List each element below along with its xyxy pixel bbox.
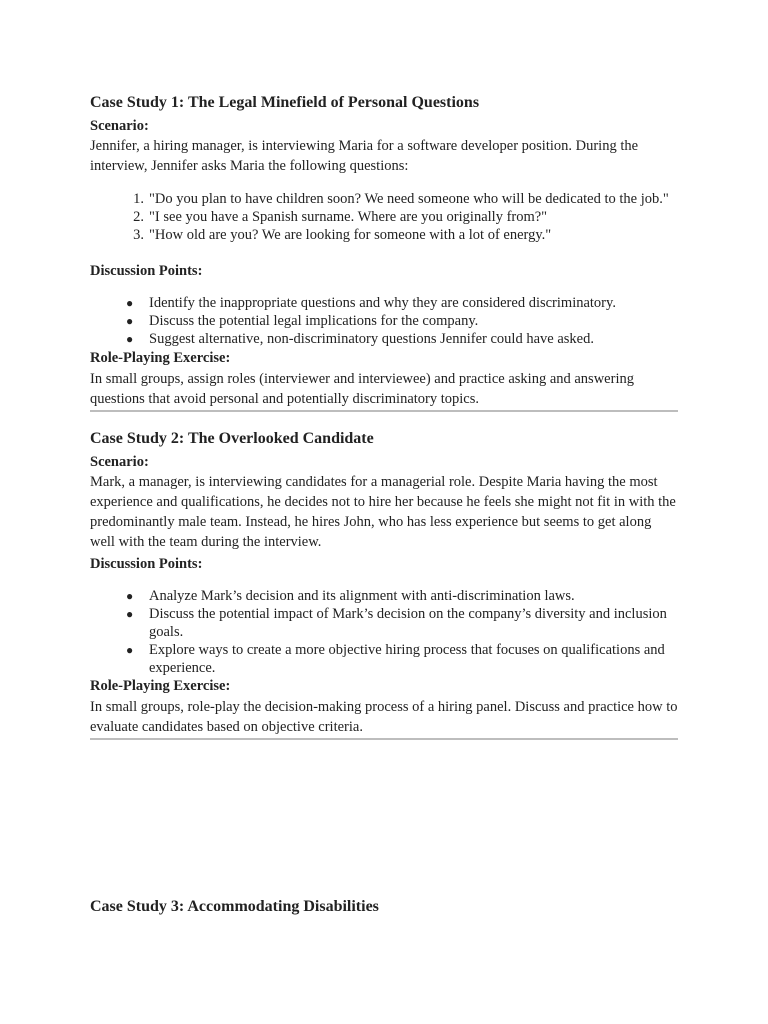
bullet-icon: ● bbox=[126, 314, 134, 328]
bullet-icon: ● bbox=[126, 607, 134, 621]
section-divider bbox=[90, 738, 678, 740]
list-number: 3. bbox=[133, 227, 144, 243]
case2-discussion-label: Discussion Points: bbox=[90, 556, 203, 572]
list-item bbox=[90, 587, 678, 605]
bullet-icon: ● bbox=[126, 332, 134, 346]
case1-scenario-label: Scenario: bbox=[90, 118, 149, 134]
case1-discussion-label: Discussion Points: bbox=[90, 263, 203, 279]
list-item-text: Analyze Mark’s decision and its alignment with anti-discrimination laws. bbox=[149, 588, 575, 604]
case1-roleplay-text: In small groups, assign roles (interviewer and interviewee) and practice asking and answering questions that avoid personal and potentially discriminatory topics. bbox=[90, 371, 634, 407]
list-item bbox=[90, 312, 678, 330]
case2-roleplay-label: Role-Playing Exercise: bbox=[90, 678, 231, 694]
list-item bbox=[90, 330, 678, 348]
case1-scenario-text: Jennifer, a hiring manager, is interviewing Maria for a software developer position. During the interview, Jennifer asks Maria the following questions: bbox=[90, 138, 639, 174]
list-item bbox=[90, 641, 678, 677]
case2-scenario-label: Scenario: bbox=[90, 454, 149, 470]
list-item-text: "How old are you? We are looking for someone with a lot of energy." bbox=[149, 227, 552, 243]
list-item bbox=[90, 208, 678, 226]
list-item-text: Discuss the potential legal implications for the company. bbox=[149, 313, 479, 329]
section-divider bbox=[90, 410, 678, 412]
list-item bbox=[90, 226, 678, 244]
list-item bbox=[90, 190, 678, 208]
case3-title: Case Study 3: Accommodating Disabilities bbox=[90, 898, 379, 915]
bullet-icon: ● bbox=[126, 643, 134, 657]
case2-scenario-text: Mark, a manager, is interviewing candidates for a managerial role. Despite Maria having the most experience and qualifications, he decides not to hire her because he feels she might not fit in with the predominantly male team. Instead, he hires John, who has less experience but seems to get along well with the team during the interview. bbox=[90, 474, 676, 550]
list-number: 2. bbox=[133, 209, 144, 225]
case2-title: Case Study 2: The Overlooked Candidate bbox=[90, 430, 374, 447]
list-item-text: Identify the inappropriate questions and why they are considered discriminatory. bbox=[149, 295, 616, 311]
list-item-text: Suggest alternative, non-discriminatory questions Jennifer could have asked. bbox=[149, 331, 594, 347]
list-item-text: "I see you have a Spanish surname. Where are you originally from?" bbox=[149, 209, 548, 225]
list-item bbox=[90, 294, 678, 312]
list-item-text: Explore ways to create a more objective hiring process that focuses on qualifications and experience. bbox=[149, 642, 665, 676]
case1-question-list bbox=[90, 190, 678, 244]
bullet-icon: ● bbox=[126, 589, 134, 603]
list-item-text: Discuss the potential impact of Mark’s decision on the company’s diversity and inclusion goals. bbox=[149, 606, 667, 640]
case1-title: Case Study 1: The Legal Minefield of Personal Questions bbox=[90, 94, 480, 111]
list-item bbox=[90, 605, 678, 641]
case2-discussion-list bbox=[90, 587, 678, 677]
list-number: 1. bbox=[133, 191, 144, 207]
case1-roleplay-label: Role-Playing Exercise: bbox=[90, 350, 231, 366]
case2-roleplay-text: In small groups, role-play the decision-making process of a hiring panel. Discuss and practice how to evaluate candidates based on objective criteria. bbox=[90, 699, 678, 735]
case1-discussion-list bbox=[90, 294, 678, 348]
list-item-text: "Do you plan to have children soon? We need someone who will be dedicated to the job." bbox=[149, 191, 669, 207]
bullet-icon: ● bbox=[126, 296, 134, 310]
